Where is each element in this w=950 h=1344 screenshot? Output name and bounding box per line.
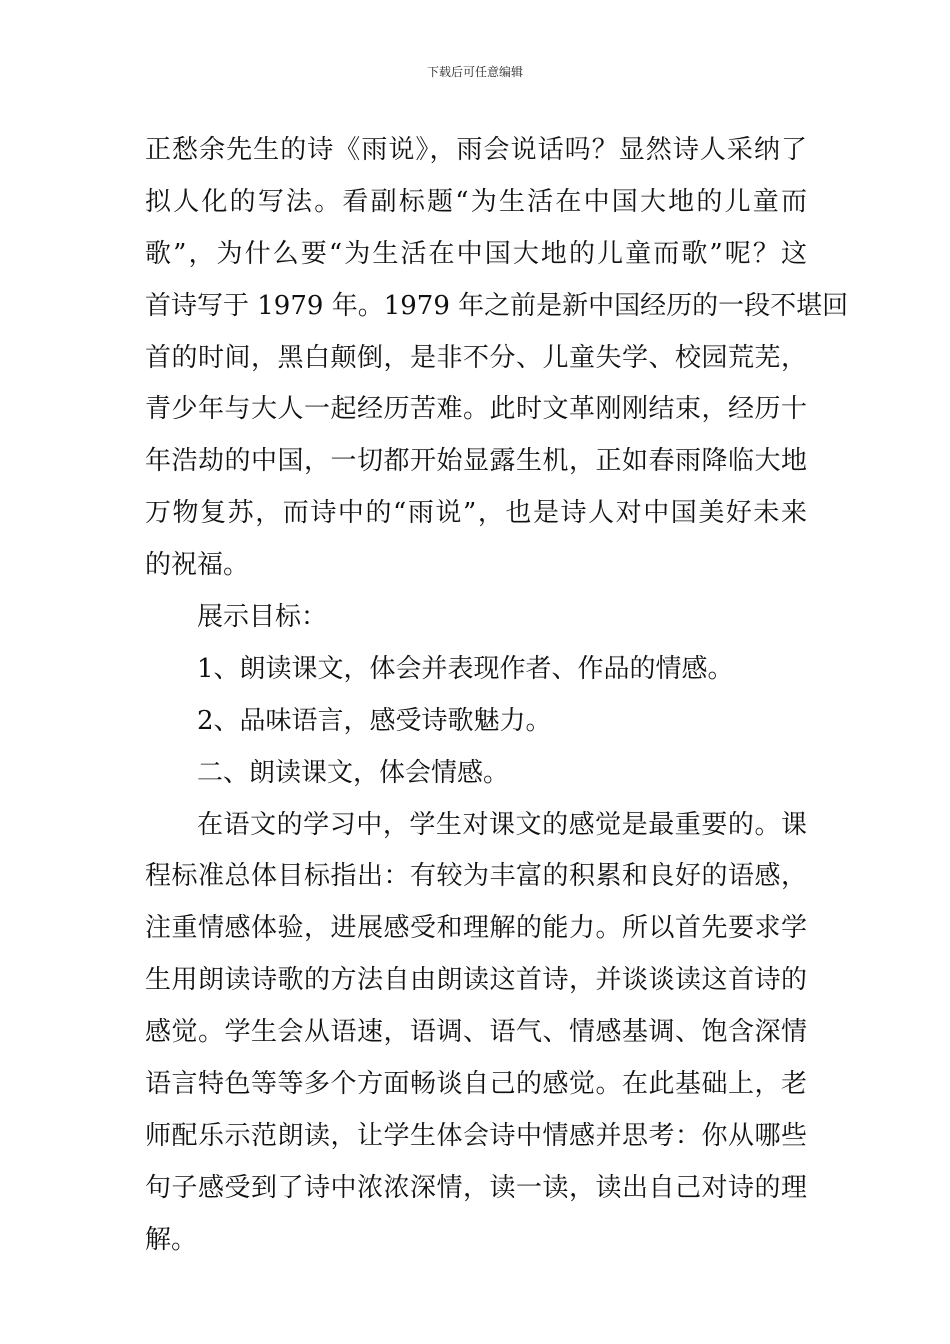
text-line: 二、朗读课文，体会情感。 [197, 757, 510, 788]
text-line: 注重情感体验，进展感受和理解的能力。所以首先要求学 [145, 913, 807, 944]
text-line: 感觉。学生会从语速，语调、语气、情感基调、饱含深情 [145, 1017, 807, 1048]
text-line: 2、品味语言，感受诗歌魅力。 [197, 705, 552, 736]
text-line: 拟人化的写法。看副标题“为生活在中国大地的儿童而 [145, 186, 807, 217]
text-line: 首的时间，黑白颠倒，是非不分、儿童失学、校园荒芜， [145, 342, 807, 373]
text-line: 正愁余先生的诗《雨说》，雨会说话吗？显然诗人采纳了 [145, 135, 807, 165]
text-line: 歌”，为什么要“为生活在中国大地的儿童而歌”呢？这 [145, 238, 807, 269]
text-line: 师配乐示范朗读，让学生体会诗中情感并思考：你从哪些 [145, 1120, 807, 1151]
text-line: 1、朗读课文，体会并表现作者、作品的情感。 [197, 653, 734, 684]
text-line: 展示目标： [197, 602, 328, 633]
text-line: 青少年与大人一起经历苦难。此时文革刚刚结束，经历十 [145, 394, 807, 425]
text-line: 的祝福。 [145, 550, 250, 581]
text-line: 年浩劫的中国，一切都开始显露生机，正如春雨降临大地 [145, 446, 807, 477]
document-body [145, 125, 849, 1267]
text-line: 解。 [145, 1224, 198, 1255]
text-line: 语言特色等等多个方面畅谈自己的感觉。在此基础上，老 [145, 1069, 807, 1100]
page-header-note: 下载后可任意编辑 [426, 65, 523, 79]
text-line: 生用朗读诗歌的方法自由朗读这首诗，并谈谈读这首诗的 [145, 965, 807, 996]
text-line: 在语文的学习中，学生对课文的感觉是最重要的。课 [197, 809, 807, 840]
text-line: 句子感受到了诗中浓浓深情，读一读，读出自己对诗的理 [145, 1172, 807, 1203]
text-line: 程标准总体目标指出：有较为丰富的积累和良好的语感， [145, 861, 807, 892]
text-line: 首诗写于 1979 年。1979 年之前是新中国经历的一段不堪回 [145, 290, 849, 321]
text-line: 万物复苏，而诗中的“雨说”，也是诗人对中国美好未来 [145, 498, 807, 529]
